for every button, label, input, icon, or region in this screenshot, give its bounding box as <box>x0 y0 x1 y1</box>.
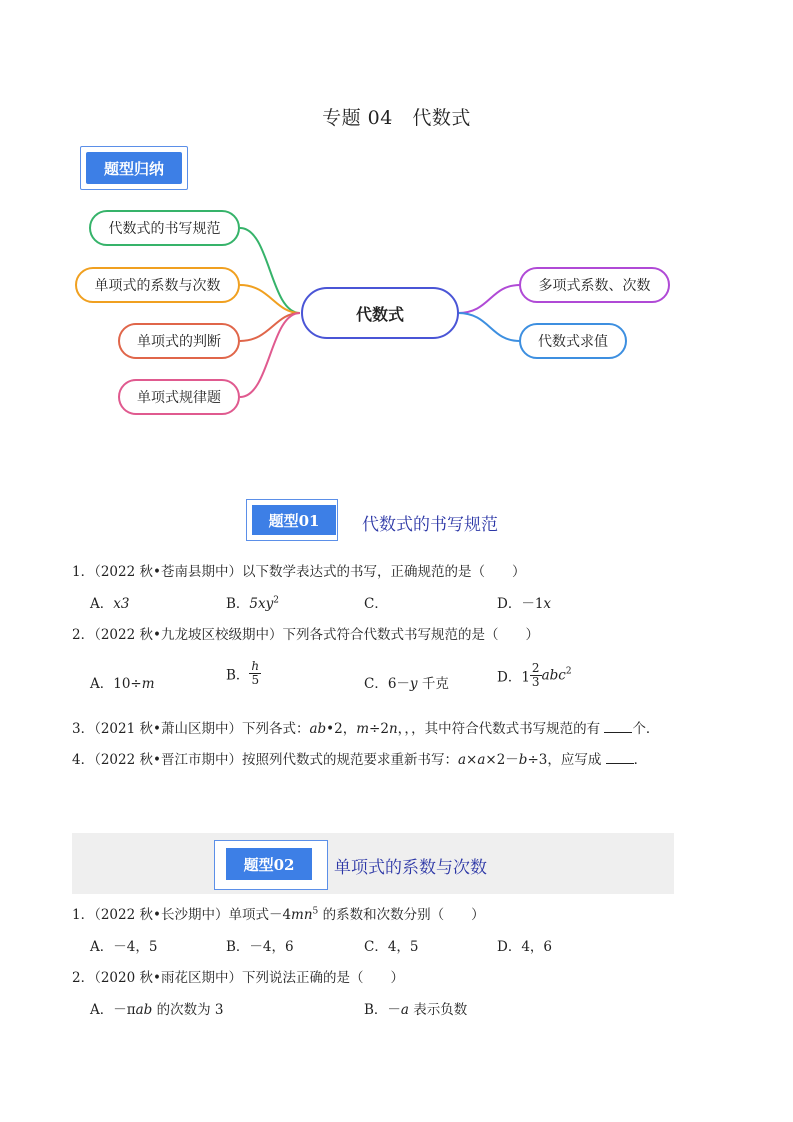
s1-q1-option-a: A．x3 <box>90 596 130 612</box>
page-title: 专题 04 代数式 <box>322 107 471 129</box>
s2-q1-option-c: C．4，5 <box>364 939 419 955</box>
connector-5 <box>458 285 520 313</box>
s1-q1-option-d: D．－1x <box>497 596 552 612</box>
s2-q1-option-b: B．－4，6 <box>226 939 294 955</box>
s2-q1-option-d: D．4，6 <box>497 939 553 955</box>
mindmap-node-polynomial: 多项式系数、次数 <box>519 267 670 303</box>
s2-q2-option-a: A．－πab 的次数为 3 <box>90 1002 224 1018</box>
connector-4 <box>240 313 300 397</box>
s2-q1-option-a: A．－4，5 <box>90 939 158 955</box>
s1-q2-stem: 2．（2022 秋•九龙坡区校级期中）下列各式符合代数式书写规范的是（ ） <box>72 627 539 643</box>
summary-badge: 题型归纳 <box>86 152 182 184</box>
s1-q2-option-c: C．6－y 千克 <box>364 676 449 692</box>
s2-q2-option-b: B．－a 表示负数 <box>364 1002 468 1018</box>
mindmap-node-monomial-pattern: 单项式规律题 <box>118 379 240 415</box>
s1-q4-stem: 4．（2022 秋•晋江市期中）按照列代数式的规范要求重新书写：a×a×2－b÷3，应写成 ． <box>72 752 648 768</box>
connector-3 <box>240 313 300 341</box>
connector-1 <box>240 228 300 313</box>
s1-q2-option-d: D．1 $\frac{2}{3}$ abc$^2$ <box>497 661 572 689</box>
mindmap-center-node: 代数式 <box>301 287 459 339</box>
s1-q3-stem: 3．（2021 秋•萧山区期中）下列各式：ab•2，m÷2n，，，其中符合代数式书写规范的有 个． <box>72 721 660 737</box>
mindmap-node-monomial-coefficient: 单项式的系数与次数 <box>75 267 240 303</box>
s1-q1-option-c: C． <box>364 596 388 612</box>
s1-q2-option-a: A．10÷m <box>90 676 155 692</box>
connector-6 <box>458 313 520 341</box>
answer-blank[interactable] <box>606 751 634 764</box>
mindmap-node-monomial-judgement: 单项式的判断 <box>118 323 240 359</box>
section1-badge: 题型01 <box>252 505 336 535</box>
section2-title: 单项式的系数与次数 <box>334 858 487 878</box>
section1-title: 代数式的书写规范 <box>362 515 498 535</box>
answer-blank[interactable] <box>604 720 632 733</box>
s1-q1-option-b: B．$5xy^2$ <box>226 595 279 612</box>
s1-q2-option-b: B． $\frac{h}{5}$ <box>226 659 260 687</box>
s2-q2-stem: 2．（2020 秋•雨花区期中）下列说法正确的是（ ） <box>72 970 404 986</box>
mindmap-node-writing-norms: 代数式的书写规范 <box>89 210 240 246</box>
mindmap-node-evaluation: 代数式求值 <box>519 323 627 359</box>
s2-q1-stem: 1．（2022 秋•长沙期中）单项式$-4mn^5$ 的系数和次数分别（ ） <box>72 906 485 923</box>
section2-badge: 题型02 <box>226 848 312 880</box>
s1-q1-stem: 1．（2022 秋•苍南县期中）以下数学表达式的书写，正确规范的是（ ） <box>72 564 526 580</box>
